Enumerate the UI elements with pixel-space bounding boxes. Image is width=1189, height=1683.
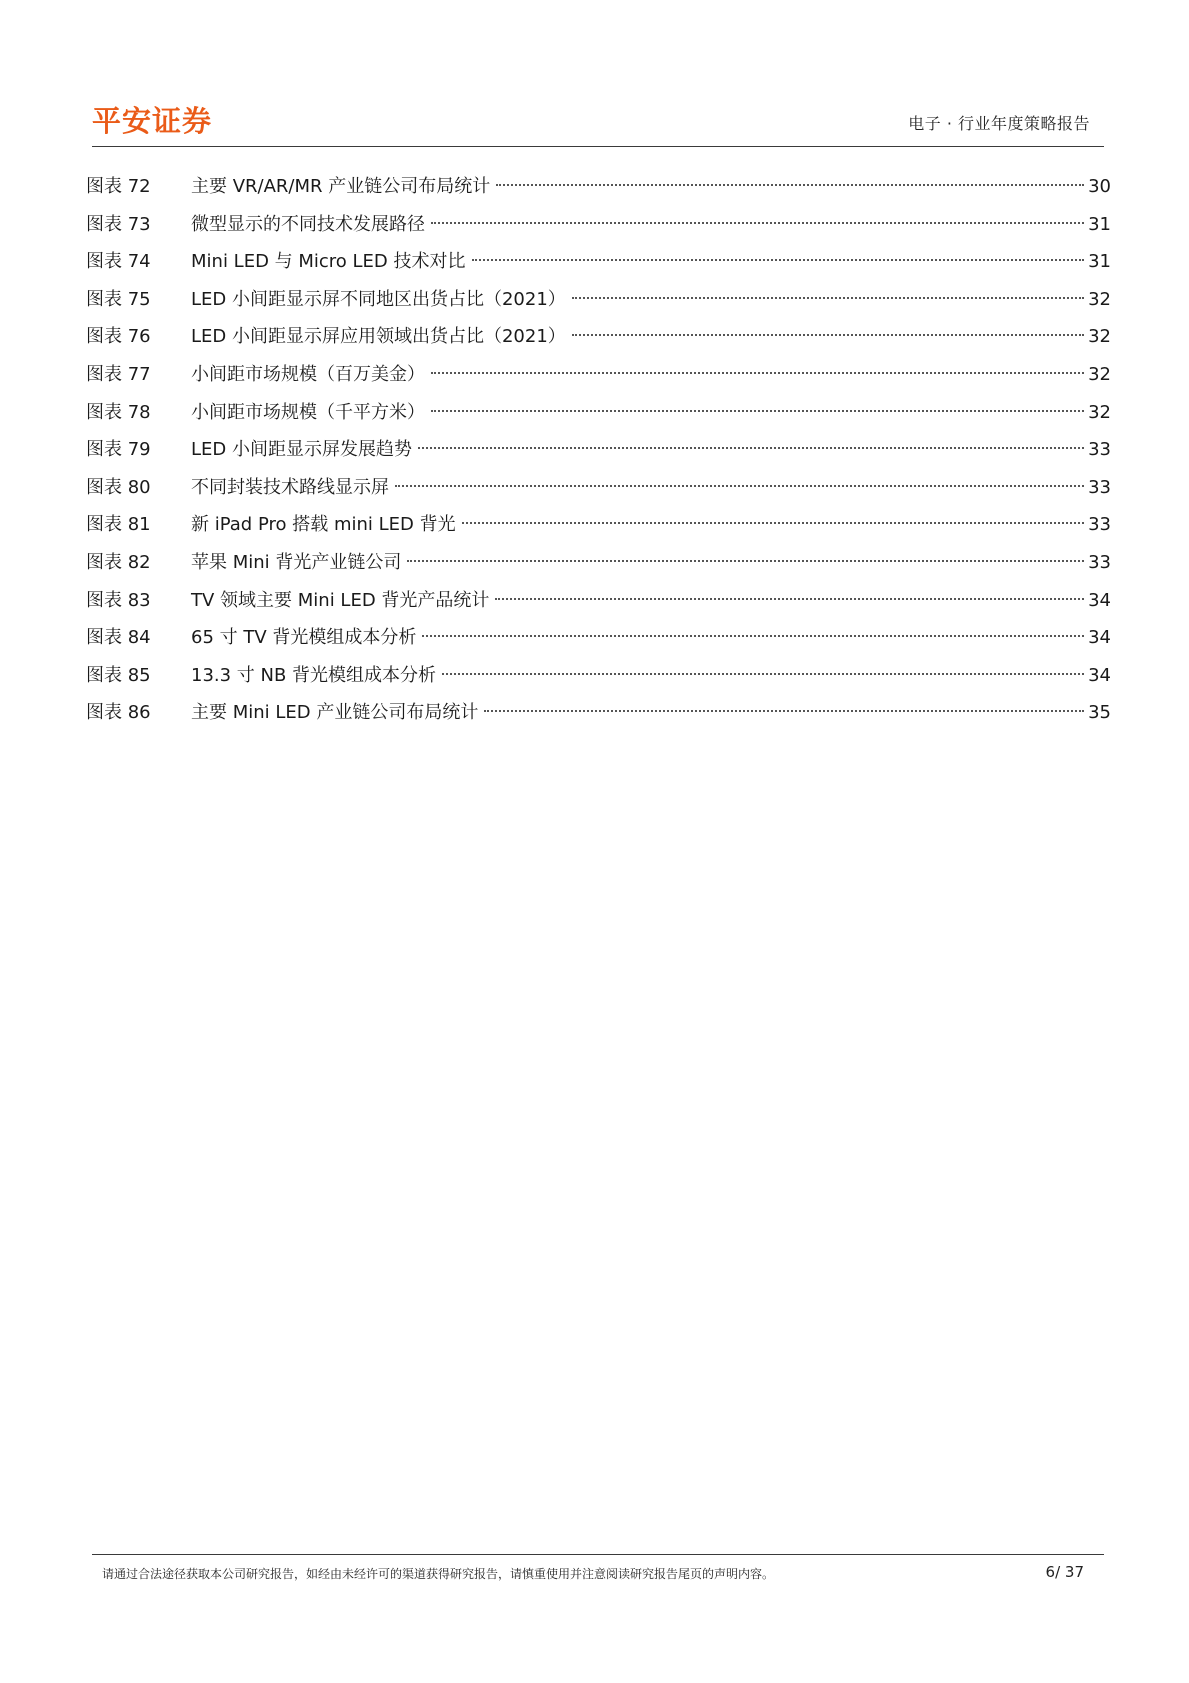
toc-dot-leader — [431, 222, 1084, 224]
toc-entry[interactable] — [86, 544, 1111, 582]
toc-entry[interactable] — [86, 694, 1111, 732]
toc-entry-title: 13.3 寸 NB 背光模组成本分析 — [191, 664, 437, 686]
toc-dot-leader — [395, 485, 1084, 487]
toc-entry-page: 33 — [1088, 514, 1111, 536]
toc-entry-page: 33 — [1088, 476, 1111, 498]
toc-entry[interactable] — [86, 582, 1111, 620]
toc-entry-label: 图表 73 — [86, 213, 151, 235]
toc-dot-leader — [431, 410, 1084, 412]
toc-dot-leader — [496, 184, 1084, 186]
toc-entry-title: LED 小间距显示屏发展趋势 — [191, 439, 412, 461]
toc-entry-title: 微型显示的不同技术发展路径 — [191, 213, 425, 235]
toc-dot-leader — [418, 447, 1084, 449]
toc-entry-title: 苹果 Mini 背光产业链公司 — [191, 551, 402, 573]
toc-entry-title: 主要 VR/AR/MR 产业链公司布局统计 — [191, 176, 491, 197]
toc-entry-label: 图表 77 — [86, 363, 151, 385]
toc-entry-title: 65 寸 TV 背光模组成本分析 — [191, 627, 417, 649]
toc-entry-page: 30 — [1088, 176, 1111, 197]
toc-entry-page: 32 — [1088, 288, 1111, 310]
toc-entry-page: 35 — [1088, 702, 1111, 724]
toc-entry[interactable] — [86, 206, 1111, 244]
page-header — [92, 96, 1104, 147]
toc-entry-page: 31 — [1088, 251, 1111, 273]
footer-disclaimer: 请通过合法途径获取本公司研究报告，如经由未经许可的渠道获得研究报告，请慎重使用并注意阅读研究报告尾页的声明内容。 — [102, 1567, 775, 1581]
toc-dot-leader — [572, 334, 1084, 336]
page-footer — [92, 1554, 1104, 1595]
toc-entry[interactable] — [86, 281, 1111, 319]
toc-entry-title: TV 领域主要 Mini LED 背光产品统计 — [191, 589, 490, 611]
toc-entry-page: 33 — [1088, 551, 1111, 573]
toc-entry[interactable] — [86, 168, 1111, 206]
toc-entry-page: 33 — [1088, 439, 1111, 461]
toc-entry[interactable] — [86, 657, 1111, 695]
toc-entry-label: 图表 72 — [86, 176, 151, 197]
toc-entry-label: 图表 75 — [86, 288, 151, 310]
toc-entry-page: 31 — [1088, 213, 1111, 235]
page-number: 6/ 37 — [1045, 1563, 1084, 1581]
toc-entry-title: 新 iPad Pro 搭载 mini LED 背光 — [191, 514, 456, 536]
toc-entry-label: 图表 83 — [86, 589, 151, 611]
toc-entry[interactable] — [86, 506, 1111, 544]
toc-entry-label: 图表 76 — [86, 326, 151, 348]
company-logo: 平安证券 — [92, 104, 213, 138]
toc-entry-title: 主要 Mini LED 产业链公司布局统计 — [191, 702, 479, 724]
toc-entry-label: 图表 78 — [86, 401, 151, 423]
toc-entry-title: 小间距市场规模（百万美金） — [191, 363, 425, 385]
toc-entry[interactable] — [86, 318, 1111, 356]
toc-entry-label: 图表 81 — [86, 514, 151, 536]
toc-dot-leader — [472, 259, 1085, 261]
toc-dot-leader — [422, 635, 1084, 637]
figure-index — [86, 168, 1111, 732]
toc-entry-title: 不同封装技术路线显示屏 — [191, 476, 389, 498]
toc-entry-page: 34 — [1088, 627, 1111, 649]
toc-entry-label: 图表 85 — [86, 664, 151, 686]
toc-entry-label: 图表 86 — [86, 702, 151, 724]
toc-entry-page: 32 — [1088, 363, 1111, 385]
toc-entry-title: LED 小间距显示屏不同地区出货占比（2021） — [191, 288, 566, 310]
toc-entry[interactable] — [86, 431, 1111, 469]
toc-dot-leader — [484, 710, 1084, 712]
toc-entry-page: 32 — [1088, 326, 1111, 348]
toc-dot-leader — [572, 297, 1084, 299]
toc-entry-label: 图表 80 — [86, 476, 151, 498]
toc-entry-page: 32 — [1088, 401, 1111, 423]
toc-dot-leader — [407, 560, 1084, 562]
toc-entry[interactable] — [86, 619, 1111, 657]
toc-entry-page: 34 — [1088, 589, 1111, 611]
toc-dot-leader — [495, 598, 1084, 600]
toc-entry-label: 图表 82 — [86, 551, 151, 573]
toc-entry-title: LED 小间距显示屏应用领域出货占比（2021） — [191, 326, 566, 348]
toc-entry-label: 图表 84 — [86, 627, 151, 649]
report-type: 电子 · 行业年度策略报告 — [908, 114, 1090, 133]
toc-entry-page: 34 — [1088, 664, 1111, 686]
toc-entry-title: 小间距市场规模（千平方米） — [191, 401, 425, 423]
toc-dot-leader — [431, 372, 1084, 374]
toc-entry[interactable] — [86, 394, 1111, 432]
toc-entry-title: Mini LED 与 Micro LED 技术对比 — [191, 251, 466, 273]
toc-entry-label: 图表 79 — [86, 439, 151, 461]
toc-dot-leader — [442, 673, 1084, 675]
toc-entry[interactable] — [86, 243, 1111, 281]
toc-entry[interactable] — [86, 469, 1111, 507]
toc-entry[interactable] — [86, 356, 1111, 394]
toc-entry-label: 图表 74 — [86, 251, 151, 273]
toc-dot-leader — [462, 522, 1084, 524]
